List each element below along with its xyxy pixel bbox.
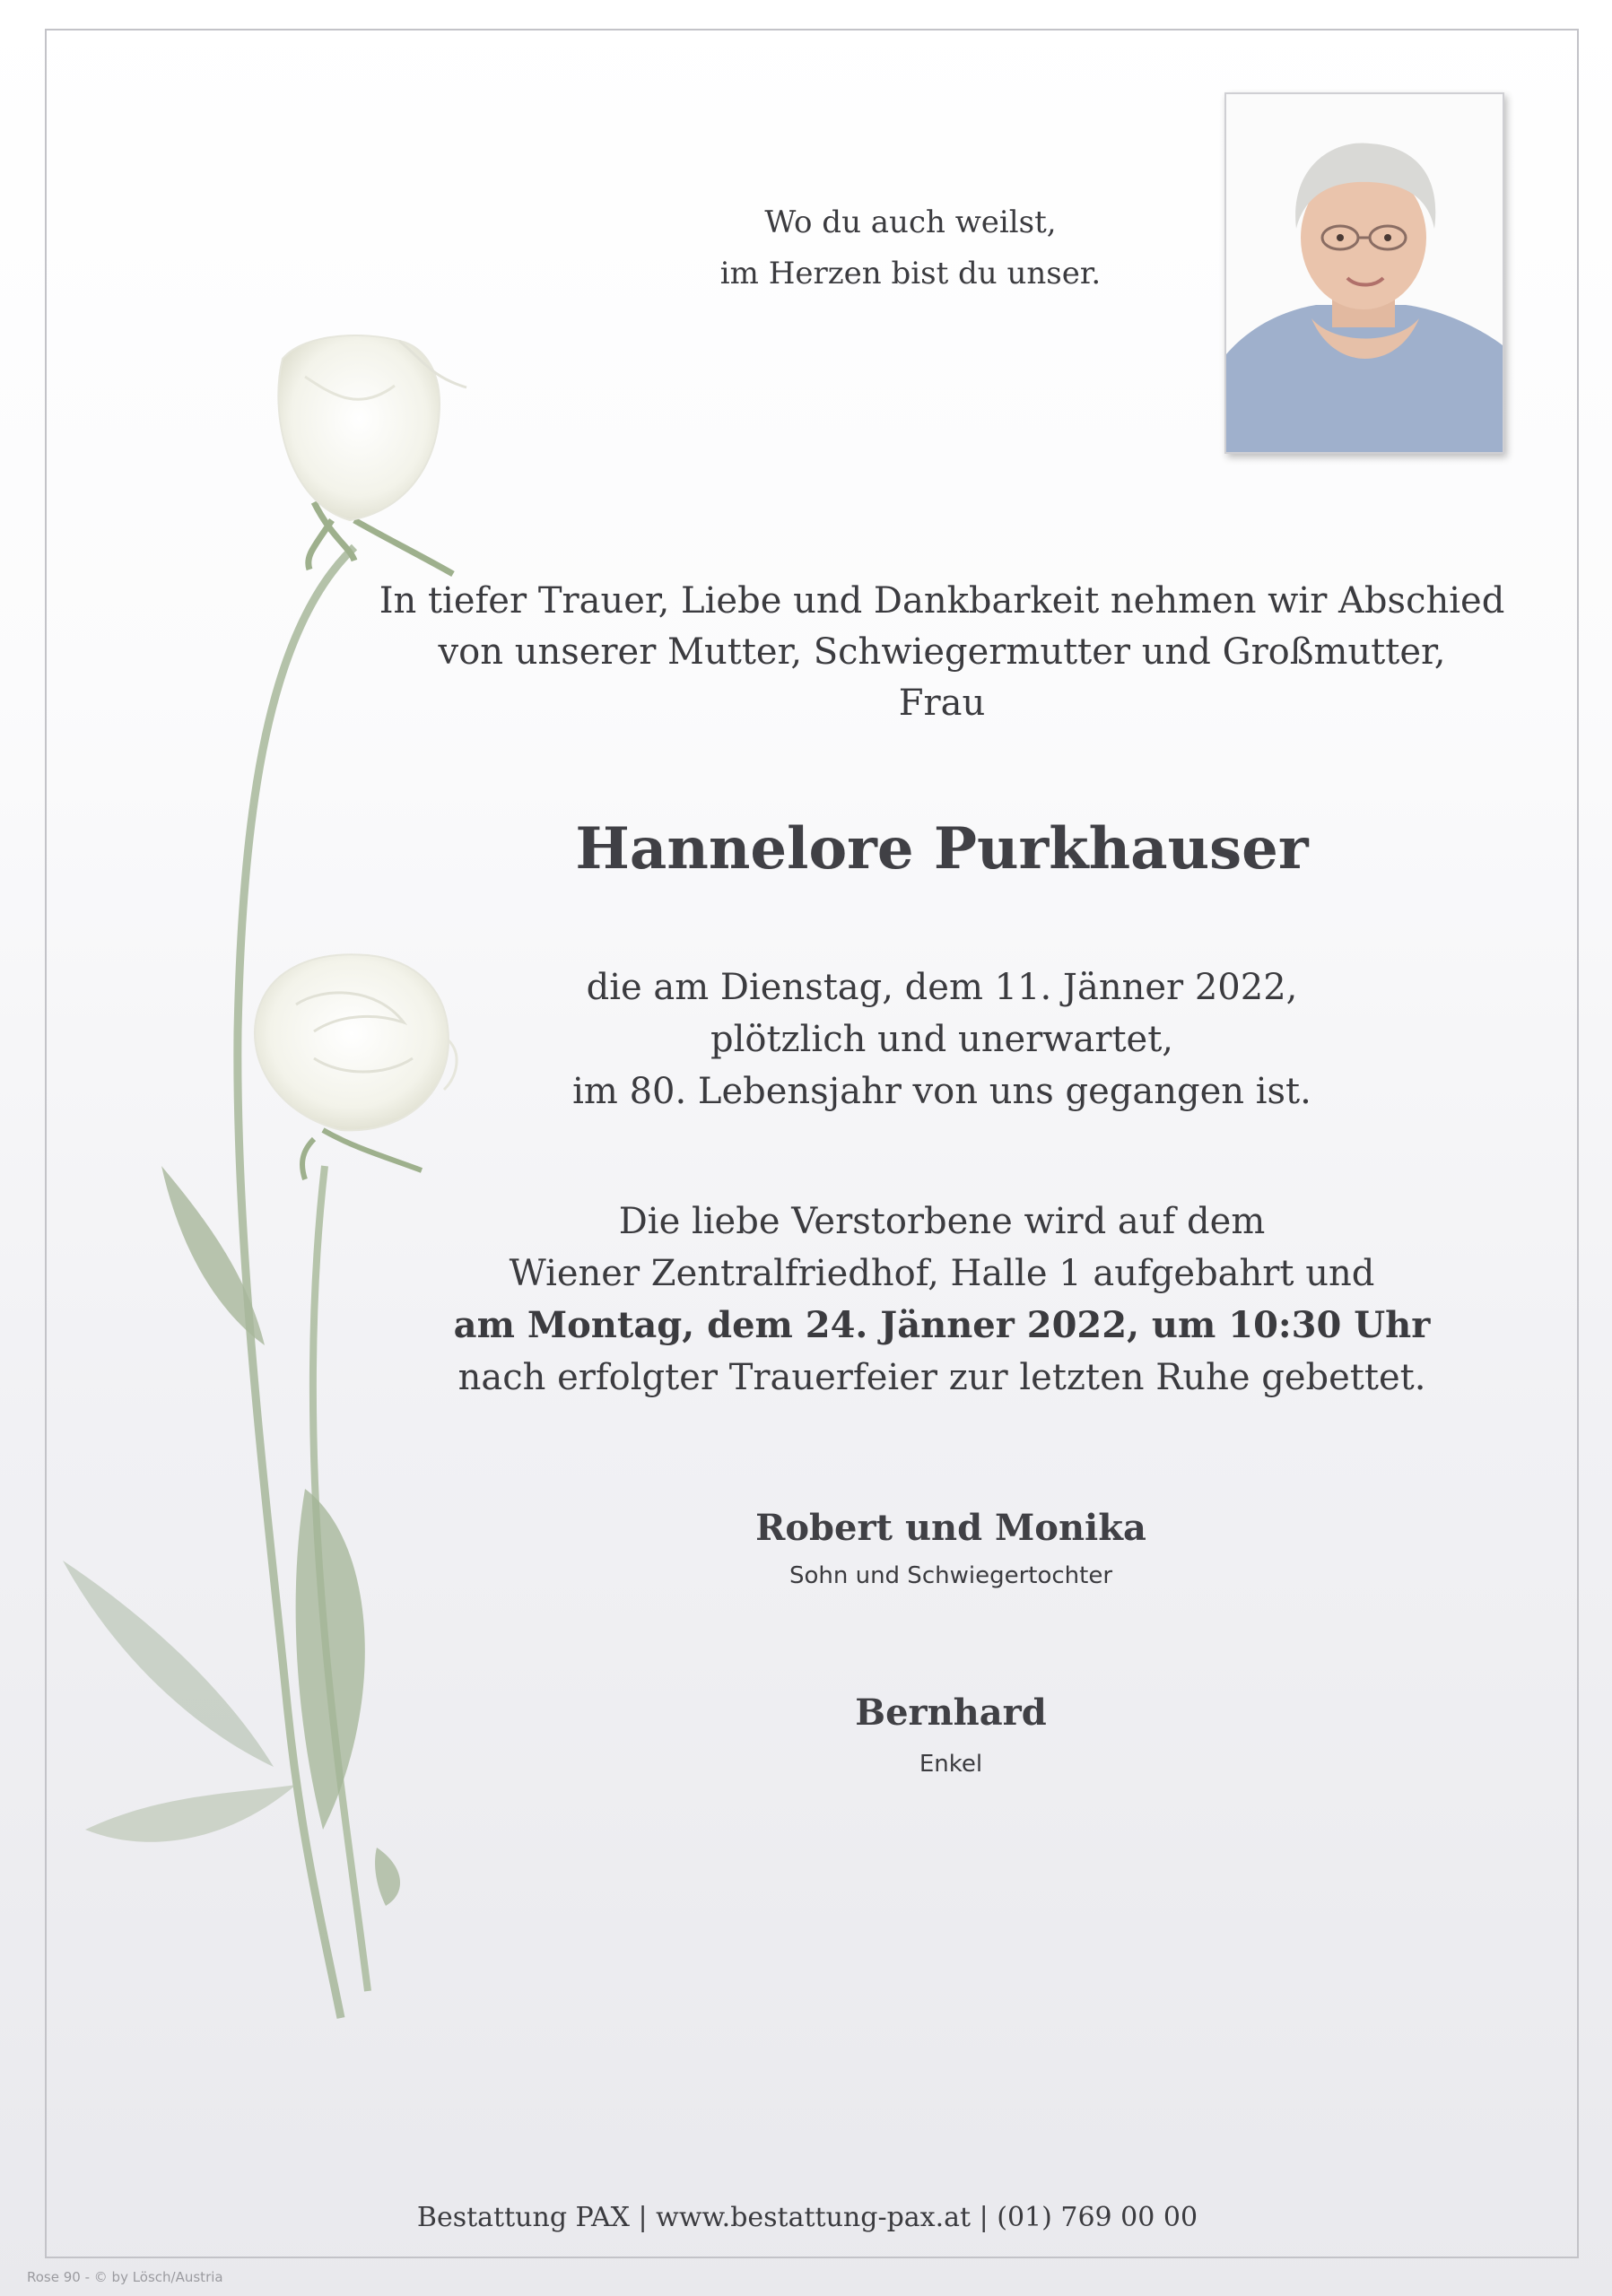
funeral-line-4: nach erfolgter Trauerfeier zur letzten Ruhe gebettet. [457,1357,1426,1398]
death-line-2: plötzlich und unerwartet, [710,1019,1173,1060]
funeral-line-2: Wiener Zentralfriedhof, Halle 1 aufgebahrt und [509,1253,1375,1294]
mourner-name: Robert und Monika [755,1507,1146,1549]
mourner-name: Bernhard [855,1692,1047,1734]
motto [682,197,1139,300]
death-line-1: die am Dienstag, dem 11. Jänner 2022, [586,967,1298,1008]
death-line-3: im 80. Lebensjahr von uns gegangen ist. [572,1071,1311,1112]
intro-text [341,576,1543,729]
intro-line-1: In tiefer Trauer, Liebe und Dankbarkeit nehmen wir Abschied [379,580,1505,622]
mourner-role: Sohn und Schwiegertochter [789,1562,1113,1589]
portrait-photo [1224,92,1504,454]
funeral-info [386,1196,1498,1404]
portrait-illustration [1226,94,1503,452]
mourner-role: Enkel [919,1751,983,1778]
funeral-home-footer: Bestattung PAX | www.bestattung-pax.at | (01) 769 00 00 [416,2202,1198,2233]
funeral-line-1: Die liebe Verstorbene wird auf dem [618,1201,1266,1242]
death-notice [386,961,1498,1118]
motto-line-2: im Herzen bist du unser. [719,256,1102,291]
image-copyright: Rose 90 - © by Lösch/Austria [27,2269,223,2285]
funeral-date-time: am Montag, dem 24. Jänner 2022, um 10:30 Uhr [453,1304,1431,1346]
intro-line-3: Frau [898,683,986,724]
deceased-name: Hannelore Purkhauser [575,815,1309,883]
intro-line-2: von unserer Mutter, Schwiegermutter und Großmutter, [438,631,1446,673]
motto-line-1: Wo du auch weilst, [764,204,1057,240]
